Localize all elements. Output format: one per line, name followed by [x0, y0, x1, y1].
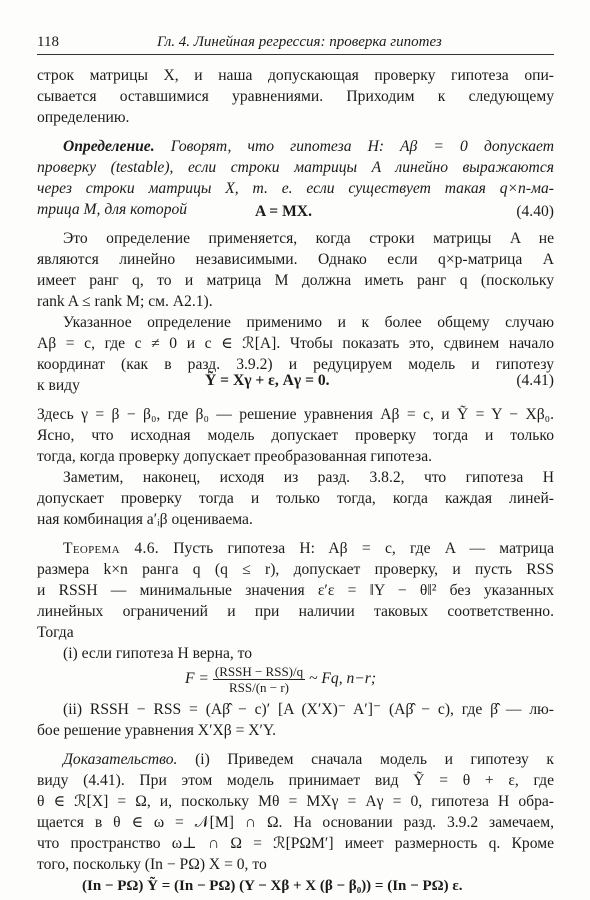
- equation-4-41: Ỹ = Xγ + ε, Aγ = 0.: [205, 372, 330, 389]
- equation-number: (4.41): [516, 372, 554, 389]
- page-number: 118: [37, 34, 59, 50]
- definition-heading: Определение.: [63, 138, 155, 155]
- theorem-heading: Теорема 4.6.: [63, 540, 160, 557]
- text-line: Ясно, что исходная модель допускает проверку тогда и только: [37, 427, 554, 444]
- proof-line: θ ∈ ℛ[X] = Ω, и, поскольку Mθ = MXγ = Aγ = 0, гипотеза H обра-: [37, 793, 554, 810]
- theorem-line: линейных ограничений и при наличии таковых соответственно.: [37, 603, 554, 620]
- text-line: Aβ = c, где c ≠ 0 и c ∈ ℛ[A]. Чтобы показать это, сдвинем начало: [37, 335, 554, 352]
- text-line: Указанное определение применимо и к более общему случаю: [63, 314, 554, 331]
- theorem-line: [63, 539, 554, 559]
- equation-4-40: A = MX.: [255, 203, 312, 220]
- text-line: к виду: [37, 377, 80, 394]
- definition-text: Говорят, что гипотеза H: Aβ = 0 допускает: [170, 138, 555, 155]
- f-denominator: RSS/(n − r): [228, 680, 290, 695]
- text-line: допускает проверку тогда и только тогда, когда каждая линей-: [37, 490, 554, 507]
- f-fraction: [213, 664, 305, 695]
- equation-projection: (In − PΩ) Ỹ = (In − PΩ) (Y − Xβ + X (β − β₀)) = (In − PΩ) ε.: [82, 878, 463, 894]
- text-line: сывается оставшимися уравнениями. Приходим к следующему: [37, 88, 554, 105]
- proof-text: (i) Приведем сначала модель и гипотезу к: [195, 751, 554, 768]
- running-title: Гл. 4. Линейная регрессия: проверка гипотез: [157, 34, 442, 50]
- text-line: Это определение применяется, когда строки матрицы A не: [63, 230, 554, 247]
- definition-line: через строки матрицы X, т. е. если существует такая q×n-ма-: [37, 180, 554, 197]
- text-line: rank A ≤ rank M; см. A2.1).: [37, 293, 213, 310]
- proof-line: того, поскольку (In − PΩ) X = 0, то: [37, 856, 267, 873]
- theorem-line: размера k×n ранга q (q ≤ r), допускает проверку, и пусть RSS: [37, 561, 554, 578]
- proof-line: виду (4.41). При этом модель принимает вид Ỹ = θ + ε, где: [37, 772, 554, 789]
- f-numerator: (RSSH − RSS)/q: [214, 664, 304, 679]
- item-i: (i) если гипотеза H верна, то: [63, 645, 253, 662]
- f-lhs: F =: [185, 670, 209, 688]
- text-line: координат (как в разд. 3.9.2) и редуцируем модель и гипотезу: [37, 356, 554, 373]
- item-ii-line: бое решение уравнения X′Xβ = X′Y.: [37, 722, 277, 739]
- text-line: строк матрицы X, и наша допускающая проверку гипотеза опи-: [37, 67, 554, 84]
- definition-line: трица M, для которой: [37, 201, 188, 218]
- theorem-line: Тогда: [37, 624, 74, 641]
- proof-heading: Доказательство.: [63, 751, 178, 768]
- definition-line: [63, 137, 554, 157]
- equation-f-statistic: [185, 664, 376, 695]
- proof-line: щается в θ ∈ ω = 𝒩[M] ∩ Ω. На основании разд. 3.9.2 замечаем,: [37, 814, 554, 831]
- proof-line: [63, 750, 554, 770]
- text-line: тогда, когда проверку допускает преобразованная гипотеза.: [37, 448, 433, 465]
- definition-line: проверку (testable), если строки матрицы A линейно выражаются: [37, 159, 554, 176]
- text-line: Здесь γ = β − β₀, где β₀ — решение уравнения Aβ = c, и Ỹ = Y − Xβ₀.: [37, 406, 554, 423]
- text-line: Заметим, наконец, исходя из разд. 3.8.2, что гипотеза H: [63, 469, 554, 486]
- theorem-text: Пусть гипотеза H: Aβ = c, где A — матрица: [173, 540, 554, 557]
- theorem-line: и RSSH — минимальные значения ε′ε = ‖Y − θ‖² без указанных: [37, 582, 554, 599]
- f-rhs: ~ Fq, n−r;: [309, 670, 377, 688]
- item-ii-line: (ii) RSSH − RSS = (Aβ̂ − c)′ [A (X′X)⁻ A′]⁻ (Aβ̂ − c), где β̂ — лю-: [63, 701, 554, 718]
- equation-number: (4.40): [516, 203, 554, 220]
- running-header: [37, 32, 554, 55]
- text-line: имеет ранг q, то и матрица M должна иметь ранг q (поскольку: [37, 272, 554, 289]
- text-line: ная комбинация a′ᵢβ оцениваема.: [37, 511, 253, 528]
- text-line: определению.: [37, 109, 130, 126]
- text-line: являются линейно независимыми. Однако если q×p-матрица A: [37, 251, 554, 268]
- proof-line: что пространство ω⊥ ∩ Ω = ℛ[PΩM′] имеет размерность q. Кроме: [37, 835, 554, 852]
